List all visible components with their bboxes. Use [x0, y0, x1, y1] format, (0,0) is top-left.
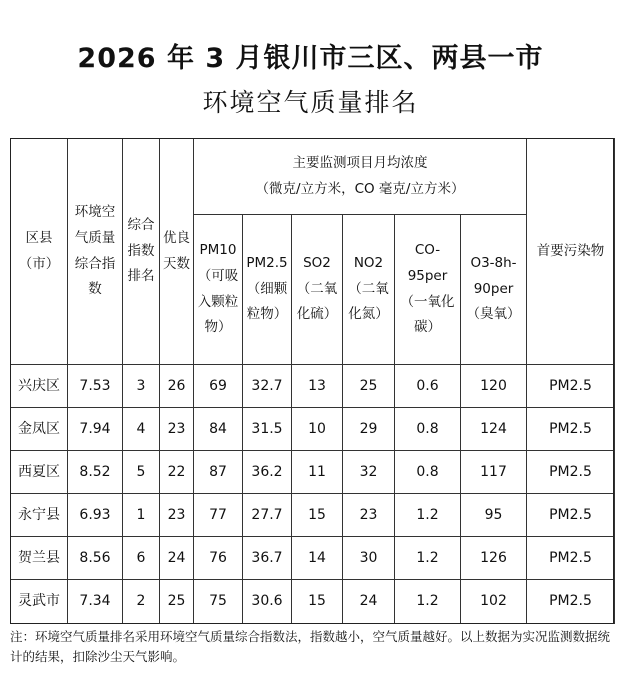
cell-good-days: 24 — [160, 537, 194, 580]
cell-primary: PM2.5 — [527, 408, 615, 451]
cell-no2: 29 — [343, 408, 395, 451]
cell-pm25: 32.7 — [243, 365, 292, 408]
header-co-code: CO-95per — [407, 242, 448, 284]
cell-good-days: 23 — [160, 494, 194, 537]
cell-region: 灵武市 — [11, 580, 68, 624]
header-primary-pollutant: 首要污染物 — [527, 139, 615, 365]
cell-co: 0.8 — [395, 451, 461, 494]
cell-rank: 2 — [123, 580, 160, 624]
cell-region: 贺兰县 — [11, 537, 68, 580]
cell-so2: 13 — [292, 365, 343, 408]
cell-good-days: 23 — [160, 408, 194, 451]
cell-region: 西夏区 — [11, 451, 68, 494]
header-pm10-code: PM10 — [199, 242, 237, 259]
cell-pm25: 31.5 — [243, 408, 292, 451]
cell-good-days: 25 — [160, 580, 194, 624]
footnote: 注：环境空气质量排名采用环境空气质量综合指数法，指数越小，空气质量越好。以上数据为实况监测数据统计的结果，扣除沙尘天气影响。 — [10, 629, 611, 664]
cell-o3: 120 — [461, 365, 527, 408]
header-region: 区县（市） — [11, 139, 68, 365]
cell-pm10: 75 — [194, 580, 243, 624]
cell-region: 永宁县 — [11, 494, 68, 537]
cell-index: 7.34 — [68, 580, 123, 624]
title-line-2: 环境空气质量排名 — [202, 88, 419, 117]
cell-index: 6.93 — [68, 494, 123, 537]
header-main-group-title: 主要监测项目月均浓度 — [292, 154, 428, 171]
cell-o3: 124 — [461, 408, 527, 451]
cell-no2: 23 — [343, 494, 395, 537]
cell-index: 7.53 — [68, 365, 123, 408]
cell-rank: 1 — [123, 494, 160, 537]
cell-o3: 126 — [461, 537, 527, 580]
header-o3-code: O3-8h-90per — [470, 255, 517, 297]
cell-o3: 117 — [461, 451, 527, 494]
table-outer-border — [10, 138, 614, 624]
cell-index: 8.52 — [68, 451, 123, 494]
cell-pm25: 30.6 — [243, 580, 292, 624]
header-main-group-unit: （微克/立方米，CO 毫克/立方米） — [255, 180, 465, 197]
cell-co: 0.8 — [395, 408, 461, 451]
cell-region: 金凤区 — [11, 408, 68, 451]
header-pm10-desc: （可吸入颗粒物） — [197, 267, 239, 336]
cell-pm10: 77 — [194, 494, 243, 537]
header-so2-code: SO2 — [303, 255, 331, 272]
cell-co: 1.2 — [395, 494, 461, 537]
cell-so2: 14 — [292, 537, 343, 580]
header-o3-desc: （臭氧） — [466, 306, 521, 323]
cell-primary: PM2.5 — [527, 537, 615, 580]
cell-no2: 25 — [343, 365, 395, 408]
header-pm25-desc: （细颗粒物） — [246, 280, 288, 323]
cell-region: 兴庆区 — [11, 365, 68, 408]
cell-rank: 5 — [123, 451, 160, 494]
cell-no2: 30 — [343, 537, 395, 580]
cell-o3: 102 — [461, 580, 527, 624]
cell-no2: 32 — [343, 451, 395, 494]
cell-good-days: 26 — [160, 365, 194, 408]
cell-primary: PM2.5 — [527, 365, 615, 408]
header-aqi-index: 环境空气质量综合指数 — [68, 139, 123, 365]
cell-so2: 15 — [292, 580, 343, 624]
cell-co: 1.2 — [395, 580, 461, 624]
header-no2-code: NO2 — [353, 255, 384, 272]
header-no2-desc: （二氧化氮） — [348, 280, 389, 323]
cell-index: 8.56 — [68, 537, 123, 580]
header-rank: 综合指数排名 — [123, 139, 160, 365]
cell-rank: 3 — [123, 365, 160, 408]
cell-so2: 11 — [292, 451, 343, 494]
cell-pm25: 36.7 — [243, 537, 292, 580]
cell-co: 0.6 — [395, 365, 461, 408]
cell-o3: 95 — [461, 494, 527, 537]
cell-so2: 10 — [292, 408, 343, 451]
cell-so2: 15 — [292, 494, 343, 537]
cell-pm10: 76 — [194, 537, 243, 580]
cell-pm25: 27.7 — [243, 494, 292, 537]
cell-rank: 4 — [123, 408, 160, 451]
header-co-desc: （一氧化碳） — [400, 293, 455, 336]
cell-primary: PM2.5 — [527, 580, 615, 624]
cell-pm10: 87 — [194, 451, 243, 494]
cell-pm10: 69 — [194, 365, 243, 408]
cell-primary: PM2.5 — [527, 494, 615, 537]
cell-co: 1.2 — [395, 537, 461, 580]
header-good-days: 优良天数 — [160, 139, 194, 365]
cell-rank: 6 — [123, 537, 160, 580]
cell-pm25: 36.2 — [243, 451, 292, 494]
cell-pm10: 84 — [194, 408, 243, 451]
header-so2-desc: （二氧化硫） — [296, 280, 338, 323]
cell-good-days: 22 — [160, 451, 194, 494]
cell-index: 7.94 — [68, 408, 123, 451]
cell-primary: PM2.5 — [527, 451, 615, 494]
header-pm25-code: PM2.5 — [246, 255, 288, 272]
cell-no2: 24 — [343, 580, 395, 624]
title-line-1: 2026 年 3 月银川市三区、两县一市 — [77, 43, 544, 74]
